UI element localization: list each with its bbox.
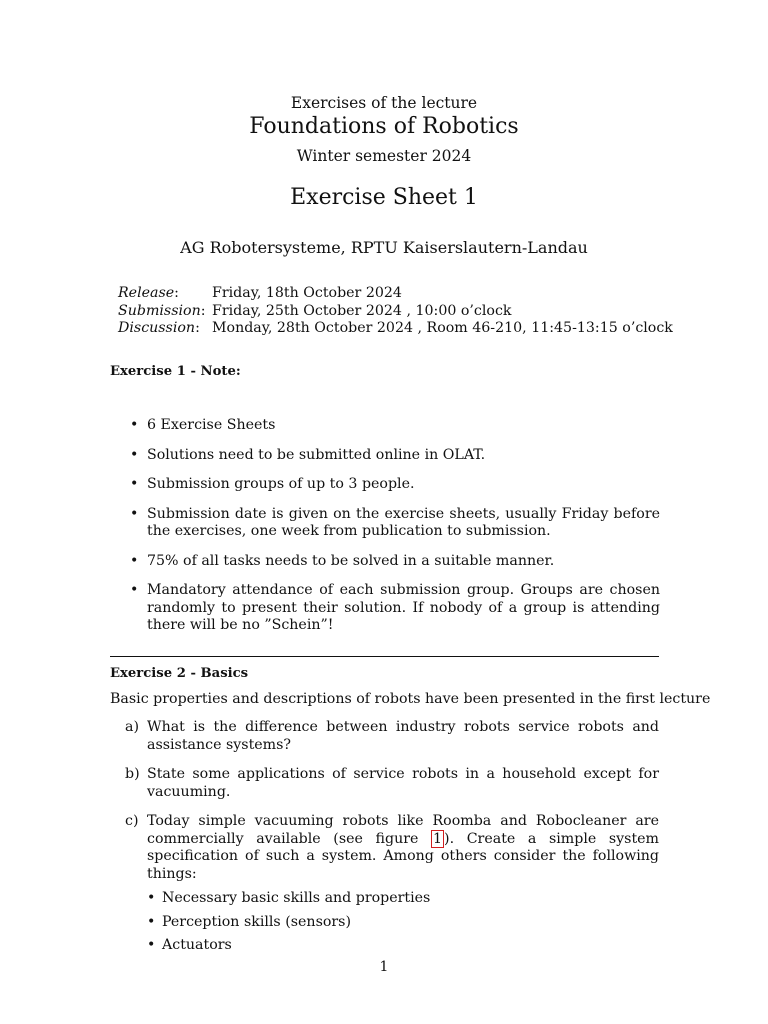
sub-list bbox=[147, 890, 659, 955]
list-item: • Mandatory attendance of each submission group. Groups are chosen randomly to present their solution. If nobody of a group is attending there will be no ”Schein”! bbox=[130, 582, 660, 635]
lecture-title: Foundations of Robotics bbox=[249, 114, 519, 139]
semester: Winter semester 2024 bbox=[296, 147, 472, 165]
exercise1-heading: Exercise 1 - Note: bbox=[110, 364, 241, 379]
dates-table bbox=[118, 285, 673, 338]
date-row-discussion: Discussion: Monday, 28th October 2024 , Room 46-210, 11:45-13:15 o’clock bbox=[118, 320, 673, 336]
lecture-subtitle: Exercises of the lecture bbox=[290, 94, 478, 112]
page-number: 1 bbox=[379, 959, 389, 975]
date-row-submission: Submission: Friday, 25th October 2024 , 10:00 o’clock bbox=[118, 302, 512, 319]
sheet-title: Exercise Sheet 1 bbox=[290, 185, 478, 210]
date-value: Friday, 25th October 2024 , 10:00 o’clock bbox=[212, 302, 512, 319]
task-c bbox=[125, 813, 659, 961]
task-text: What is the difference between industry robots service robots and assistance systems? bbox=[147, 719, 659, 753]
task-label: b) bbox=[125, 766, 140, 782]
list-item: • Solutions need to be submitted online in OLAT. bbox=[130, 447, 660, 465]
task-text: State some applications of service robots in a household except for vacuuming. bbox=[147, 766, 659, 800]
date-label: Release bbox=[118, 285, 175, 301]
notes-list bbox=[130, 417, 660, 647]
task-label: a) bbox=[125, 719, 139, 735]
list-item: • Necessary basic skills and properties bbox=[147, 890, 659, 908]
date-value: Monday, 28th October 2024 , Room 46-210, 11:45-13:15 o’clock bbox=[212, 320, 673, 336]
list-item: • Submission groups of up to 3 people. bbox=[130, 476, 660, 494]
exercise2-heading: Exercise 2 - Basics bbox=[110, 666, 249, 681]
task-list bbox=[125, 719, 659, 973]
task-text: ). Create a simple system specification of such a system. Among others consider the following things: bbox=[147, 830, 660, 882]
date-row-release: Release: Friday, 18th October 2024 bbox=[118, 285, 402, 301]
list-item: • Perception skills (sensors) bbox=[147, 914, 659, 932]
group-affiliation: AG Robotersysteme, RPTU Kaiserslautern-Landau bbox=[180, 238, 588, 257]
list-item: • 6 Exercise Sheets bbox=[130, 417, 660, 435]
task-label: c) bbox=[125, 813, 139, 829]
list-item: • Actuators bbox=[147, 937, 659, 955]
exercise2-intro: Basic properties and descriptions of robots have been presented in the first lecture bbox=[110, 691, 711, 707]
list-item: • Submission date is given on the exercise sheets, usually Friday before the exercises, one week from publication to submission. bbox=[130, 506, 660, 541]
figure-reference-link[interactable]: 1 bbox=[433, 830, 443, 847]
task-a bbox=[125, 719, 659, 754]
task-b bbox=[125, 766, 659, 801]
list-item: • 75% of all tasks needs to be solved in a suitable manner. bbox=[130, 553, 660, 571]
date-label: Submission bbox=[118, 302, 201, 319]
section-divider bbox=[110, 656, 659, 657]
date-label: Discussion bbox=[118, 320, 196, 336]
date-value: Friday, 18th October 2024 bbox=[212, 285, 402, 301]
task-text: Today simple vacuuming robots like Roomba and Robocleaner are commercially available (see figure bbox=[147, 813, 659, 847]
